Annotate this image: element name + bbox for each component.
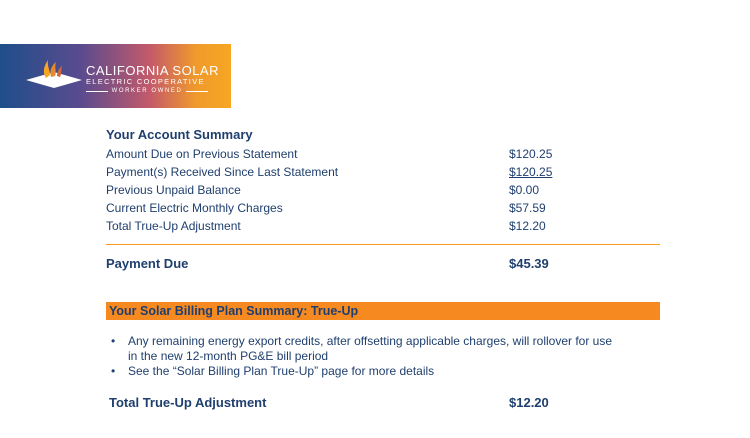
logo-tagline-text: WORKER OWNED [111,88,183,94]
company-logo [0,44,231,108]
true-up-total-label: Total True-Up Adjustment [109,395,267,410]
row-label: Payment(s) Received Since Last Statement [106,165,339,179]
solar-panel-flame-icon [24,58,84,94]
row-amount: $12.20 [509,219,546,233]
payment-due-label: Payment Due [106,256,189,271]
row-label: Current Electric Monthly Charges [106,201,283,215]
row-amount: $120.25 [509,165,553,179]
summary-row [106,165,556,183]
logo-divider [86,91,108,92]
row-label: Total True-Up Adjustment [106,219,241,233]
summary-row [106,201,556,219]
payment-due-amount: $45.39 [509,256,549,271]
solar-plan-bullets [110,334,620,379]
bullet-text: See the “Solar Billing Plan True-Up” page for more details [128,364,435,378]
logo-divider [186,91,208,92]
bullet-dot-icon: • [111,364,116,378]
summary-row [106,183,556,201]
logo-tagline [86,88,208,94]
logo-title: CALIFORNIA SOLAR [86,63,219,78]
solar-plan-banner: Your Solar Billing Plan Summary: True-Up [106,302,660,320]
row-label: Previous Unpaid Balance [106,183,241,197]
logo-subtitle: ELECTRIC COOPERATIVE [86,77,205,86]
true-up-total-amount: $12.20 [509,395,549,410]
row-label: Amount Due on Previous Statement [106,147,298,161]
summary-divider [106,244,660,245]
account-summary-title: Your Account Summary [106,127,253,142]
row-amount: $57.59 [509,201,546,215]
bullet-item [110,334,620,364]
bullet-text: Any remaining energy export credits, after offsetting applicable charges, will rollover for use in the new 12-month PG&E bill period [128,334,613,363]
bullet-item [110,364,620,379]
summary-row [106,147,556,165]
row-amount: $120.25 [509,147,553,161]
bullet-dot-icon: • [111,334,116,348]
summary-row [106,219,556,237]
row-amount: $0.00 [509,183,540,197]
